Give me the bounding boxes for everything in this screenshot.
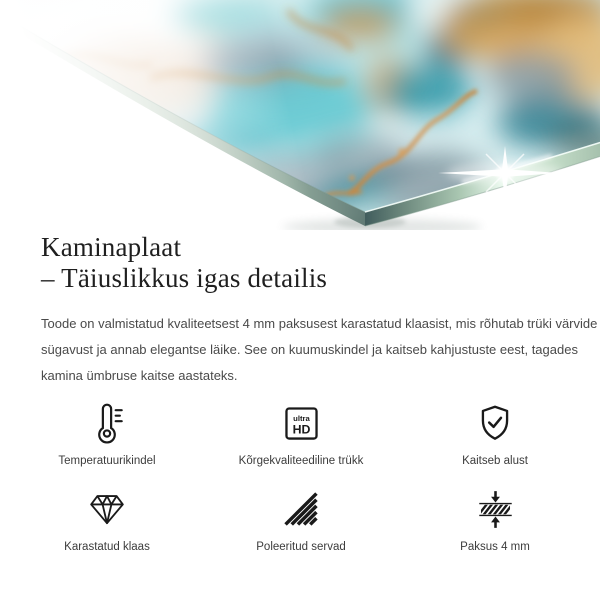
ultra-hd-icon <box>283 405 320 442</box>
white-fade-overlay <box>0 0 600 230</box>
feature-label: Paksus 4 mm <box>460 541 530 553</box>
feature-icon-box <box>475 484 516 534</box>
feature-icon-box <box>283 398 320 448</box>
ultra-hd-text-top: ultra <box>292 413 310 423</box>
feature-label: Temperatuurikindel <box>58 455 156 467</box>
title-line-2: – Täiuslikkus igas detailis <box>41 263 328 293</box>
product-description <box>41 311 597 389</box>
feature-thickness <box>398 484 592 570</box>
feature-icon-box <box>85 398 129 448</box>
feature-polished-edges <box>204 484 398 570</box>
thermometer-icon <box>85 401 129 445</box>
feature-label: Poleeritud servad <box>256 541 346 553</box>
polished-edges-icon <box>282 490 320 528</box>
description-line: kamina ümbruse kaitse aastateks. <box>41 368 238 383</box>
glass-panel-art <box>0 0 600 230</box>
feature-high-quality-print <box>204 398 398 484</box>
description-line: Toode on valmistatud kvaliteetsest 4 mm paksusest karastatud klaasist, mis rõhutab trüki värvide <box>41 316 598 331</box>
page-title <box>41 232 327 294</box>
feature-protects-base <box>398 398 592 484</box>
feature-label: Kõrgekvaliteediline trükk <box>238 455 364 467</box>
shield-check-icon <box>475 403 515 443</box>
ultra-hd-text-bottom: HD <box>292 422 310 437</box>
thickness-icon <box>475 489 516 530</box>
feature-label: Kaitseb alust <box>462 455 528 467</box>
feature-grid <box>10 398 592 570</box>
feature-tempered-glass <box>10 484 204 570</box>
feature-temperature-resistant <box>10 398 204 484</box>
feature-icon-box <box>87 484 127 534</box>
feature-label: Karastatud klaas <box>64 541 150 553</box>
product-photo <box>0 0 600 230</box>
description-line: sügavust ja annab elegantse läike. See on kuumuskindel ja kaitseb kahjustuste eest, tagades <box>41 342 578 357</box>
feature-icon-box <box>475 398 515 448</box>
title-line-1: Kaminaplaat <box>41 232 182 262</box>
diamond-icon <box>87 489 127 529</box>
feature-icon-box <box>282 484 320 534</box>
